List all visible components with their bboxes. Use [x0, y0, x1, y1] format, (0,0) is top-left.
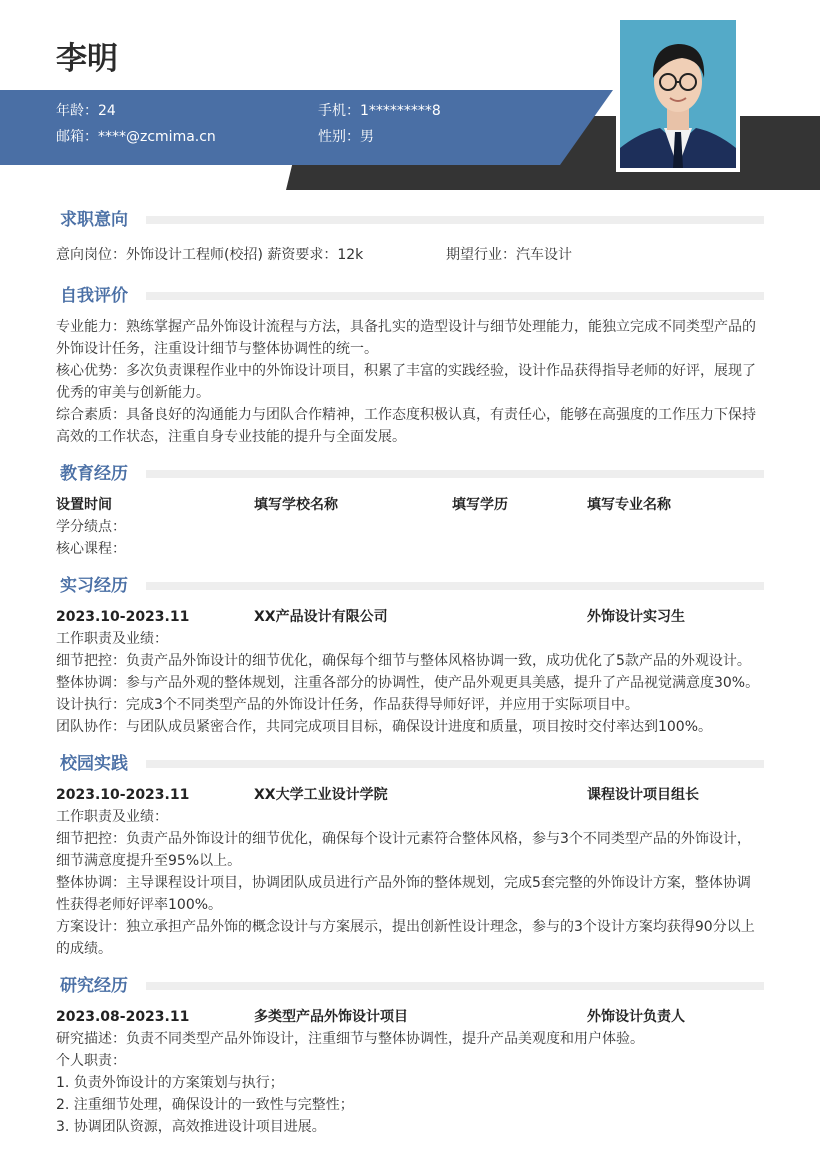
section-self-evaluation: [56, 276, 764, 448]
campus-time: 2023.10-2023.11: [56, 787, 190, 803]
internship-time: 2023.10-2023.11: [56, 609, 190, 625]
self-item: 综合素质：具备良好的沟通能力与团队合作精神，工作态度积极认真，有责任心，能够在高强度的工作压力下保持高效的工作状态，注重自身专业技能的提升与全面发展。: [56, 407, 756, 445]
section-title: 自我评价: [60, 286, 128, 306]
section-divider: [146, 292, 764, 300]
section-title: 研究经历: [60, 976, 128, 996]
section-title: 校园实践: [60, 754, 128, 774]
research-desc: 研究描述：负责不同类型产品外饰设计，注重细节与整体协调性，提升产品美观度和用户体验。: [56, 1031, 644, 1047]
section-intent: [56, 200, 764, 270]
internship-label: 工作职责及业绩：: [56, 631, 168, 647]
age-field: 年龄：24: [56, 103, 116, 119]
campus-item: 整体协调：主导课程设计项目，协调团队成员进行产品外饰的整体规划，完成5套完整的外饰设计方案，整体协调性获得老师好评率100%。: [56, 875, 751, 913]
internship-item: 整体协调：参与产品外观的整体规划，注重各部分的协调性，使产品外观更具美感，提升了产品视觉满意度30%。: [56, 675, 760, 691]
education-school: 填写学校名称: [254, 497, 338, 513]
intent-industry: 期望行业：汽车设计: [446, 247, 572, 263]
education-courses: 核心课程：: [56, 541, 126, 557]
research-time: 2023.08-2023.11: [56, 1009, 190, 1025]
section-title: 实习经历: [60, 576, 128, 596]
section-title: 教育经历: [60, 464, 128, 484]
research-item: 3. 协调团队资源，高效推进设计项目进展。: [56, 1119, 326, 1135]
research-header-row: [56, 1006, 764, 1028]
phone-field: 手机：1*********8: [318, 103, 441, 119]
profile-photo: [616, 16, 740, 172]
research-item: 2. 注重细节处理，确保设计的一致性与完整性；: [56, 1097, 354, 1113]
internship-header-row: [56, 606, 764, 628]
section-research: [56, 966, 764, 1138]
section-divider: [146, 982, 764, 990]
section-divider: [146, 216, 764, 224]
candidate-name: 李明: [56, 41, 118, 77]
education-degree: 填写学历: [452, 497, 508, 513]
education-gpa: 学分绩点：: [56, 519, 126, 535]
intent-position: 意向岗位：外饰设计工程师(校招) 薪资要求：12k: [56, 247, 364, 263]
internship-item: 细节把控：负责产品外饰设计的细节优化，确保每个细节与整体风格协调一致，成功优化了5款产品的外观设计。: [56, 653, 751, 669]
internship-item: 设计执行：完成3个不同类型产品的外饰设计任务，作品获得导师好评，并应用于实际项目中。: [56, 697, 639, 713]
section-internship: [56, 566, 764, 738]
section-title: 求职意向: [60, 210, 128, 230]
research-role: 外饰设计负责人: [587, 1009, 685, 1025]
section-education: [56, 454, 764, 560]
research-label: 个人职责：: [56, 1053, 126, 1069]
section-campus: [56, 744, 764, 960]
gender-field: 性别：男: [318, 129, 374, 145]
internship-item: 团队协作：与团队成员紧密合作，共同完成项目目标，确保设计进度和质量，项目按时交付率达到100%。: [56, 719, 713, 735]
internship-company: XX产品设计有限公司: [254, 609, 388, 625]
resume-body: [56, 200, 764, 1144]
self-item: 核心优势：多次负责课程作业中的外饰设计项目，积累了丰富的实践经验，设计作品获得指导老师的好评，展现了优秀的审美与创新能力。: [56, 363, 756, 401]
campus-role: 课程设计项目组长: [587, 787, 699, 803]
self-item: 专业能力：熟练掌握产品外饰设计流程与方法，具备扎实的造型设计与细节处理能力，能独立完成不同类型产品的外饰设计任务，注重设计细节与整体协调性的统一。: [56, 319, 756, 357]
education-time: 设置时间: [56, 497, 112, 513]
section-divider: [146, 582, 764, 590]
education-major: 填写专业名称: [587, 497, 671, 513]
campus-item: 细节把控：负责产品外饰设计的细节优化，确保每个设计元素符合整体风格，参与3个不同类型产品的外饰设计，细节满意度提升至95%以上。: [56, 831, 751, 869]
campus-item: 方案设计：独立承担产品外饰的概念设计与方案展示，提出创新性设计理念，参与的3个设计方案均获得90分以上的成绩。: [56, 919, 755, 957]
email-field: 邮箱：****@zcmima.cn: [56, 129, 216, 145]
research-project: 多类型产品外饰设计项目: [254, 1009, 408, 1025]
internship-role: 外饰设计实习生: [587, 609, 685, 625]
campus-org: XX大学工业设计学院: [254, 787, 388, 803]
section-divider: [146, 470, 764, 478]
research-item: 1. 负责外饰设计的方案策划与执行；: [56, 1075, 284, 1091]
campus-header-row: [56, 784, 764, 806]
section-divider: [146, 760, 764, 768]
education-header-row: [56, 494, 764, 516]
campus-label: 工作职责及业绩：: [56, 809, 168, 825]
